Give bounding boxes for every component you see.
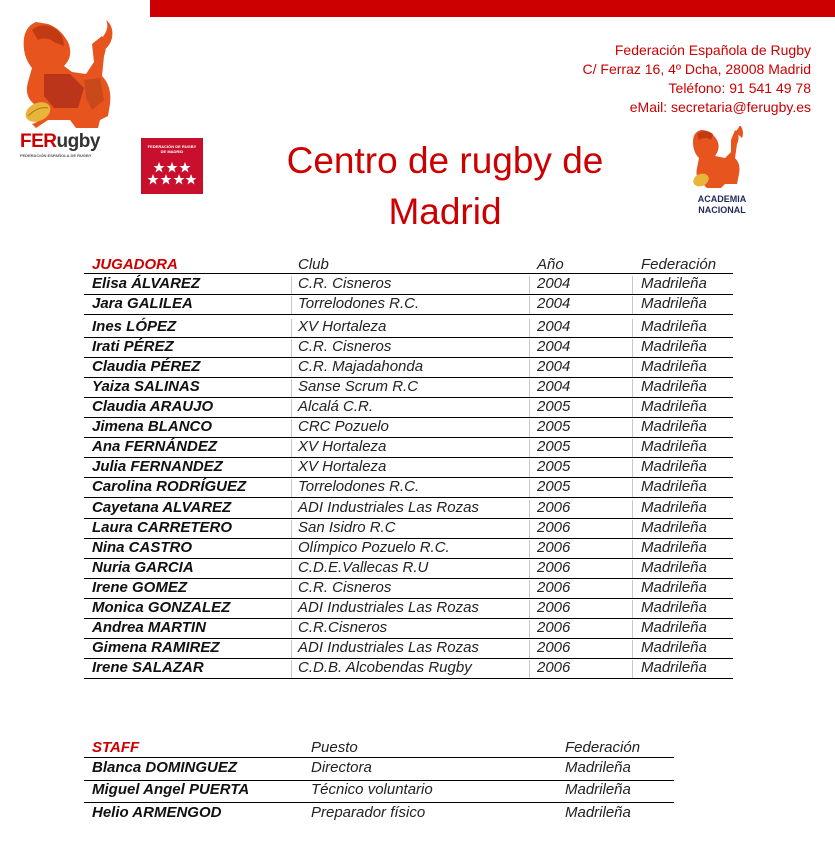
column-separator <box>632 520 633 538</box>
column-separator <box>632 600 633 618</box>
player-row <box>84 437 733 458</box>
player-fed-cell: Madrileña <box>641 579 707 596</box>
column-separator <box>632 339 633 357</box>
player-row <box>84 578 733 599</box>
staff-row <box>84 803 674 825</box>
column-separator <box>291 399 292 417</box>
player-name-cell: Nuria GARCIA <box>92 559 194 576</box>
nacional-line: NACIONAL <box>698 205 746 215</box>
player-fed-cell: Madrileña <box>641 659 707 676</box>
staff-header-name: STAFF <box>92 739 140 756</box>
fed-madrid-logo-text: FEDERACIÓN DE RUGBY DE MADRID <box>147 144 197 154</box>
column-separator <box>291 560 292 578</box>
player-club-cell: ADI Industriales Las Rozas <box>298 639 479 656</box>
staff-role-cell: Directora <box>311 759 372 776</box>
column-separator <box>529 560 530 578</box>
player-name-cell: Gimena RAMIREZ <box>92 639 220 656</box>
player-row <box>84 538 733 559</box>
player-fed-cell: Madrileña <box>641 478 707 495</box>
ferugby-wordmark: FERugby <box>20 131 100 152</box>
column-separator <box>291 600 292 618</box>
player-club-cell: C.D.B. Alcobendas Rugby <box>298 659 472 676</box>
player-row <box>84 417 733 438</box>
player-year-cell: 2004 <box>537 295 571 312</box>
player-name-cell: Carolina RODRÍGUEZ <box>92 478 247 495</box>
column-separator <box>291 296 292 314</box>
staff-role-cell: Preparador físico <box>311 804 426 821</box>
player-row <box>84 658 733 679</box>
player-row <box>84 377 733 398</box>
column-separator <box>529 660 530 678</box>
column-separator <box>291 319 292 337</box>
player-year-cell: 2005 <box>537 458 571 475</box>
player-fed-cell: Madrileña <box>641 275 707 292</box>
player-fed-cell: Madrileña <box>641 519 707 536</box>
column-separator <box>291 580 292 598</box>
player-club-cell: C.R. Majadahonda <box>298 358 424 375</box>
column-separator <box>632 660 633 678</box>
player-year-cell: 2006 <box>537 559 571 576</box>
staff-name-cell: Blanca DOMINGUEZ <box>92 759 238 776</box>
column-separator <box>632 439 633 457</box>
player-club-cell: Alcalá C.R. <box>298 398 374 415</box>
column-separator <box>291 660 292 678</box>
player-fed-cell: Madrileña <box>641 418 707 435</box>
fed-madrid-logo <box>141 138 203 194</box>
player-row <box>84 457 733 478</box>
player-club-cell: Sanse Scrum R.C <box>298 378 419 395</box>
column-separator <box>632 580 633 598</box>
player-fed-cell: Madrileña <box>641 378 707 395</box>
contact-phone: Teléfono: 91 541 49 78 <box>668 80 811 96</box>
player-club-cell: C.R. Cisneros <box>298 579 392 596</box>
contact-address: C/ Ferraz 16, 4º Dcha, 28008 Madrid <box>582 61 811 77</box>
column-separator <box>291 419 292 437</box>
column-separator <box>632 419 633 437</box>
player-name-cell: Irene GOMEZ <box>92 579 188 596</box>
player-club-cell: C.R. Cisneros <box>298 275 392 292</box>
player-fed-cell: Madrileña <box>641 559 707 576</box>
column-separator <box>291 640 292 658</box>
players-header-name: JUGADORA <box>92 256 178 273</box>
player-row <box>84 558 733 579</box>
column-separator <box>529 379 530 397</box>
staff-header-role: Puesto <box>311 739 358 756</box>
player-row <box>84 498 733 519</box>
player-fed-cell: Madrileña <box>641 639 707 656</box>
player-club-cell: XV Hortaleza <box>298 318 387 335</box>
player-name-cell: Laura CARRETERO <box>92 519 233 536</box>
player-name-cell: Claudia PÉREZ <box>92 358 201 375</box>
player-name-cell: Julia FERNANDEZ <box>92 458 223 475</box>
contact-email: eMail: secretaria@ferugby.es <box>629 99 811 115</box>
player-row <box>84 357 733 378</box>
player-fed-cell: Madrileña <box>641 499 707 516</box>
player-year-cell: 2006 <box>537 619 571 636</box>
player-name-cell: Nina CASTRO <box>92 539 193 556</box>
player-club-cell: Torrelodones R.C. <box>298 295 420 312</box>
staff-header-federation: Federación <box>565 739 641 756</box>
player-fed-cell: Madrileña <box>641 458 707 475</box>
academia-line: ACADEMIA <box>697 194 747 204</box>
player-club-cell: C.R. Cisneros <box>298 338 392 355</box>
player-fed-cell: Madrileña <box>641 599 707 616</box>
player-club-cell: Olímpico Pozuelo R.C. <box>298 539 450 556</box>
page-title <box>250 135 640 237</box>
column-separator <box>291 439 292 457</box>
top-red-bar <box>150 0 835 17</box>
staff-name-cell: Miguel Angel PUERTA <box>92 781 250 798</box>
column-separator <box>632 500 633 518</box>
column-separator <box>291 479 292 497</box>
player-row <box>84 317 733 338</box>
player-year-cell: 2006 <box>537 579 571 596</box>
player-row <box>84 294 733 315</box>
player-name-cell: Jimena BLANCO <box>92 418 213 435</box>
player-year-cell: 2004 <box>537 338 571 355</box>
column-separator <box>291 459 292 477</box>
column-separator <box>529 339 530 357</box>
player-club-cell: CRC Pozuelo <box>298 418 389 435</box>
column-separator <box>529 399 530 417</box>
column-separator <box>529 620 530 638</box>
column-separator <box>632 296 633 314</box>
player-club-cell: C.R.Cisneros <box>298 619 388 636</box>
staff-row <box>84 758 674 781</box>
player-name-cell: Andrea MARTIN <box>92 619 206 636</box>
column-separator <box>529 459 530 477</box>
player-year-cell: 2005 <box>537 438 571 455</box>
page-title-line2: Madrid <box>388 191 502 232</box>
player-row <box>84 618 733 639</box>
player-fed-cell: Madrileña <box>641 295 707 312</box>
column-separator <box>529 296 530 314</box>
column-separator <box>291 520 292 538</box>
players-header-year: Año <box>537 256 564 273</box>
ferugby-subtitle: FEDERACIÓN ESPAÑOLA DE RUGBY <box>20 153 92 158</box>
seven-stars-icon <box>147 160 197 188</box>
column-separator <box>291 339 292 357</box>
player-name-cell: Ines LÓPEZ <box>92 318 177 335</box>
staff-fed-cell: Madrileña <box>565 759 631 776</box>
column-separator <box>529 600 530 618</box>
column-separator <box>529 359 530 377</box>
player-club-cell: ADI Industriales Las Rozas <box>298 499 479 516</box>
player-year-cell: 2006 <box>537 639 571 656</box>
column-separator <box>291 276 292 294</box>
column-separator <box>529 319 530 337</box>
column-separator <box>529 439 530 457</box>
academia-nacional-lion-logo <box>687 126 747 192</box>
player-club-cell: Torrelodones R.C. <box>298 478 420 495</box>
contact-org: Federación Española de Rugby <box>614 42 811 58</box>
column-separator <box>632 620 633 638</box>
player-row <box>84 598 733 619</box>
player-club-cell: San Isidro R.C <box>298 519 396 536</box>
player-year-cell: 2004 <box>537 318 571 335</box>
player-year-cell: 2004 <box>537 275 571 292</box>
column-separator <box>529 520 530 538</box>
column-separator <box>291 620 292 638</box>
player-name-cell: Elisa ÁLVAREZ <box>92 275 201 292</box>
player-year-cell: 2005 <box>537 478 571 495</box>
player-year-cell: 2006 <box>537 519 571 536</box>
player-year-cell: 2005 <box>537 418 571 435</box>
academia-nacional-text <box>688 194 756 216</box>
contact-block <box>583 41 811 117</box>
players-header-club: Club <box>298 256 329 273</box>
staff-name-cell: Helio ARMENGOD <box>92 804 222 821</box>
player-club-cell: C.D.E.Vallecas R.U <box>298 559 429 576</box>
column-separator <box>632 540 633 558</box>
player-name-cell: Cayetana ALVAREZ <box>92 499 232 516</box>
column-separator <box>632 379 633 397</box>
column-separator <box>291 359 292 377</box>
player-year-cell: 2006 <box>537 499 571 516</box>
column-separator <box>632 359 633 377</box>
player-row <box>84 397 733 418</box>
column-separator <box>529 276 530 294</box>
column-separator <box>632 276 633 294</box>
player-name-cell: Monica GONZALEZ <box>92 599 231 616</box>
player-year-cell: 2006 <box>537 539 571 556</box>
players-header-federation: Federación <box>641 256 717 273</box>
player-year-cell: 2005 <box>537 398 571 415</box>
player-row <box>84 337 733 358</box>
column-separator <box>291 500 292 518</box>
player-fed-cell: Madrileña <box>641 398 707 415</box>
staff-fed-cell: Madrileña <box>565 804 631 821</box>
player-name-cell: Yaiza SALINAS <box>92 378 200 395</box>
player-club-cell: XV Hortaleza <box>298 438 387 455</box>
player-year-cell: 2006 <box>537 659 571 676</box>
player-fed-cell: Madrileña <box>641 539 707 556</box>
column-separator <box>632 640 633 658</box>
player-row <box>84 518 733 539</box>
player-fed-cell: Madrileña <box>641 619 707 636</box>
column-separator <box>291 540 292 558</box>
player-name-cell: Claudia ARAUJO <box>92 398 214 415</box>
column-separator <box>529 640 530 658</box>
player-row <box>84 638 733 659</box>
page-title-line1: Centro de rugby de <box>286 140 604 181</box>
player-name-cell: Ana FERNÁNDEZ <box>92 438 218 455</box>
player-fed-cell: Madrileña <box>641 358 707 375</box>
staff-fed-cell: Madrileña <box>565 781 631 798</box>
player-fed-cell: Madrileña <box>641 338 707 355</box>
column-separator <box>529 419 530 437</box>
player-name-cell: Irati PÉREZ <box>92 338 174 355</box>
column-separator <box>632 459 633 477</box>
column-separator <box>529 500 530 518</box>
player-year-cell: 2004 <box>537 378 571 395</box>
player-year-cell: 2004 <box>537 358 571 375</box>
player-fed-cell: Madrileña <box>641 438 707 455</box>
column-separator <box>632 399 633 417</box>
player-club-cell: XV Hortaleza <box>298 458 387 475</box>
staff-role-cell: Técnico voluntario <box>311 781 433 798</box>
player-name-cell: Irene SALAZAR <box>92 659 204 676</box>
column-separator <box>291 379 292 397</box>
player-row <box>84 274 733 295</box>
column-separator <box>632 479 633 497</box>
column-separator <box>632 560 633 578</box>
column-separator <box>529 580 530 598</box>
player-row <box>84 477 733 498</box>
column-separator <box>529 479 530 497</box>
column-separator <box>529 540 530 558</box>
column-separator <box>632 319 633 337</box>
player-name-cell: Jara GALILEA <box>92 295 193 312</box>
staff-row <box>84 780 674 803</box>
player-fed-cell: Madrileña <box>641 318 707 335</box>
player-year-cell: 2006 <box>537 599 571 616</box>
player-club-cell: ADI Industriales Las Rozas <box>298 599 479 616</box>
